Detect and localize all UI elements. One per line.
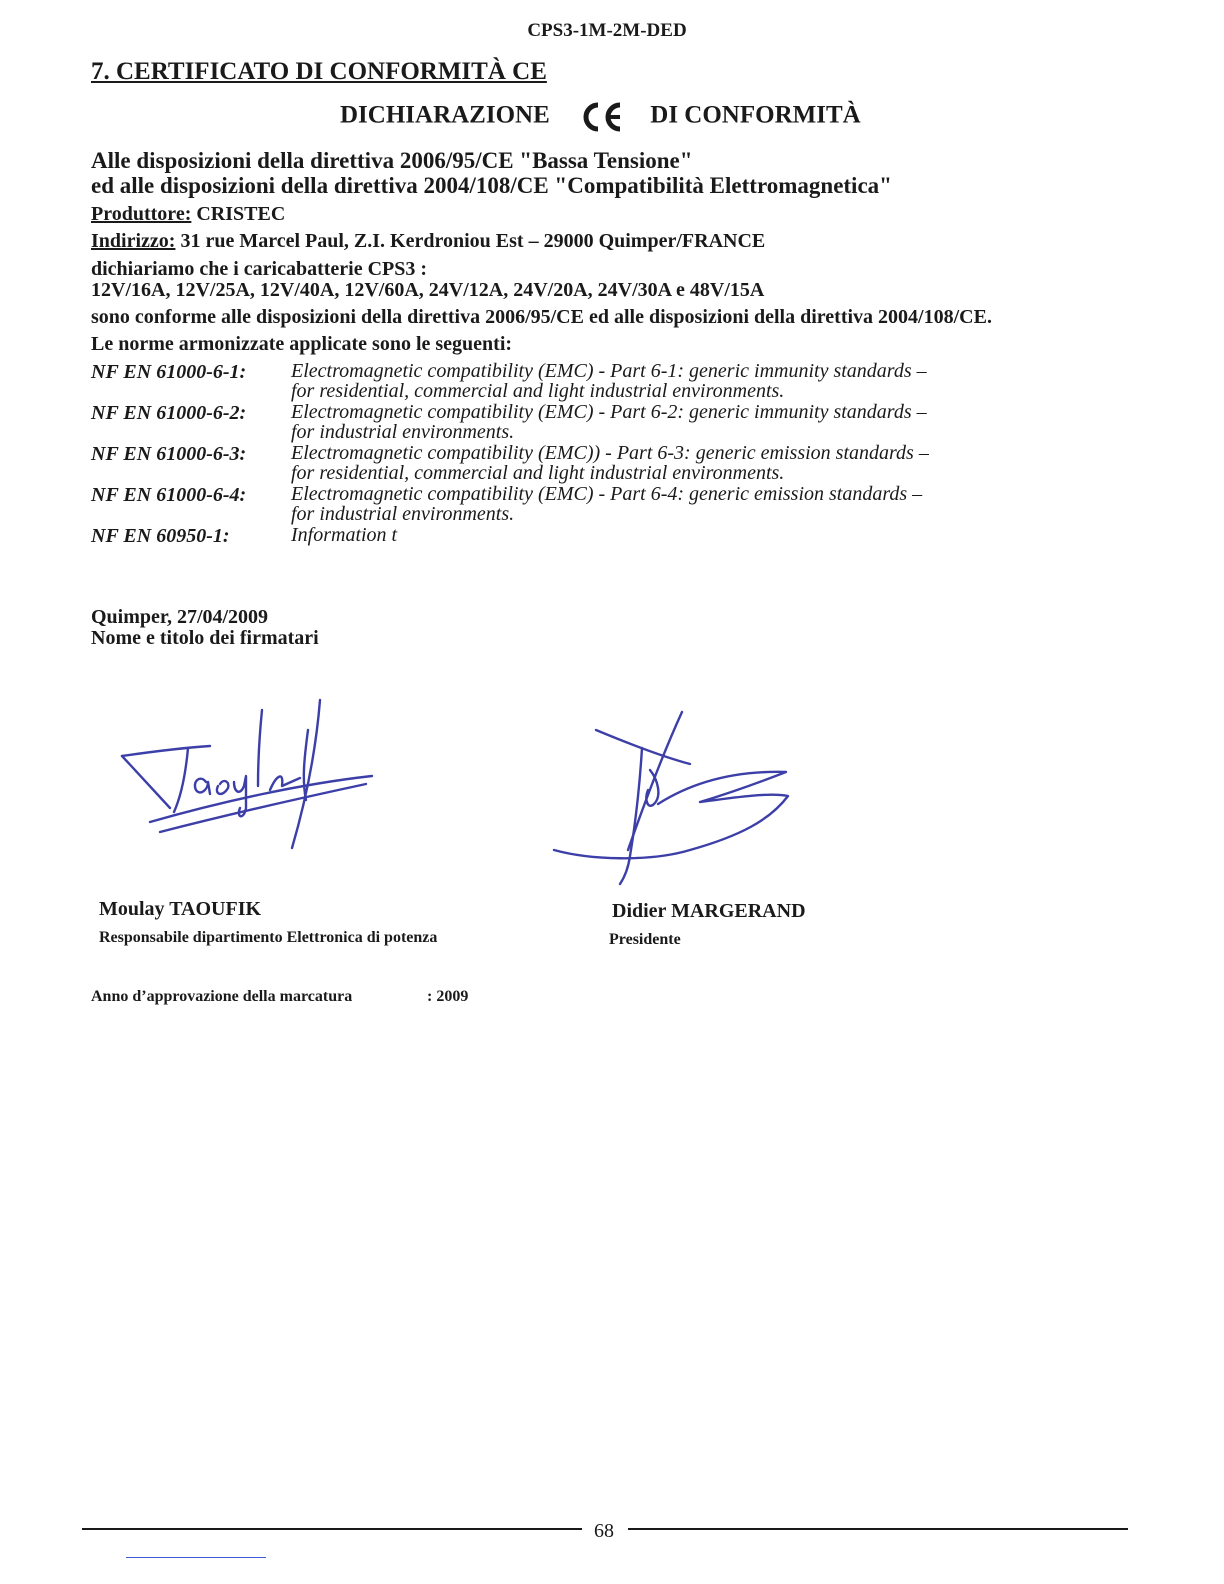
signer-name: Didier MARGERAND: [612, 900, 806, 922]
standard-code: NF EN 61000-6-2:: [91, 402, 247, 424]
page-number: 68: [594, 1520, 614, 1542]
standard-desc-line-1: Electromagnetic compatibility (EMC) - Part 6-2: generic immunity standards –: [291, 401, 927, 423]
ce-mark-icon: [580, 101, 624, 133]
standard-description: [291, 484, 922, 524]
standard-code: NF EN 60950-1:: [91, 525, 230, 547]
standard-desc-line-1: Information t: [291, 524, 398, 546]
producer-line: [91, 203, 285, 226]
standard-code: NF EN 61000-6-4:: [91, 484, 247, 506]
approval-value: : 2009: [427, 988, 469, 1005]
footer-rule-left: [82, 1528, 582, 1530]
standard-code: NF EN 61000-6-3:: [91, 443, 247, 465]
standard-desc-line-2: for residential, commercial and light industrial environments.: [291, 462, 785, 484]
signatories-label: Nome e titolo dei firmatari: [91, 627, 319, 649]
standard-description: [291, 443, 929, 483]
section-title: 7. CERTIFICATO DI CONFORMITÀ CE: [91, 58, 547, 85]
standard-desc-line-2: for industrial environments.: [291, 421, 515, 443]
footer-rule-right: [628, 1528, 1128, 1530]
standard-description: [291, 402, 927, 442]
standard-desc-line-1: Electromagnetic compatibility (EMC) - Part 6-4: generic emission standards –: [291, 483, 923, 505]
document-code: CPS3-1M-2M-DED: [527, 20, 687, 41]
producer-label: Produttore:: [91, 203, 192, 225]
directive-line-2: ed alle disposizioni della direttiva 2004/108/CE "Compatibilità Elettromagnetica": [91, 173, 892, 198]
approval-label: Anno d’approvazione della marcatura: [91, 988, 353, 1005]
statement-intro: dichiariamo che i caricabatterie CPS3 :: [91, 258, 428, 280]
producer-value: CRISTEC: [191, 203, 286, 225]
signature-margerand: [550, 700, 800, 890]
signature-taoufik: [110, 690, 390, 860]
standard-description: [291, 361, 927, 401]
standard-desc-line-1: Electromagnetic compatibility (EMC)) - Part 6-3: generic emission standards –: [291, 442, 929, 464]
directive-line-1: Alle disposizioni della direttiva 2006/95/CE "Bassa Tensione": [91, 148, 693, 173]
standard-desc-line-2: for residential, commercial and light industrial environments.: [291, 380, 785, 402]
norms-intro: Le norme armonizzate applicate sono le seguenti:: [91, 333, 513, 355]
declaration-left: DICHIARAZIONE: [340, 101, 550, 129]
standard-code: NF EN 61000-6-1:: [91, 361, 247, 383]
standard-desc-line-2: for industrial environments.: [291, 503, 515, 525]
signer-role: Presidente: [609, 931, 681, 948]
standard-description: [291, 525, 397, 545]
standard-desc-line-1: Electromagnetic compatibility (EMC) - Part 6-1: generic immunity standards –: [291, 360, 927, 382]
statement-models: 12V/16A, 12V/25A, 12V/40A, 12V/60A, 24V/12A, 24V/20A, 24V/30A e 48V/15A: [91, 279, 765, 301]
signer-name: Moulay TAOUFIK: [99, 898, 262, 920]
declaration-heading: [340, 101, 861, 133]
signer-role: Responsabile dipartimento Elettronica di potenza: [99, 929, 438, 946]
declaration-right: DI CONFORMITÀ: [650, 101, 861, 129]
place-date: Quimper, 27/04/2009: [91, 606, 269, 628]
statement-conformity: sono conforme alle disposizioni della direttiva 2006/95/CE ed alle disposizioni della direttiva 2004/108/CE.: [91, 306, 992, 328]
address-line: [91, 230, 765, 253]
bottom-link-underline: [126, 1557, 266, 1558]
address-value: 31 rue Marcel Paul, Z.I. Kerdroniou Est – 29000 Quimper/FRANCE: [175, 230, 766, 252]
address-label: Indirizzo:: [91, 230, 176, 252]
